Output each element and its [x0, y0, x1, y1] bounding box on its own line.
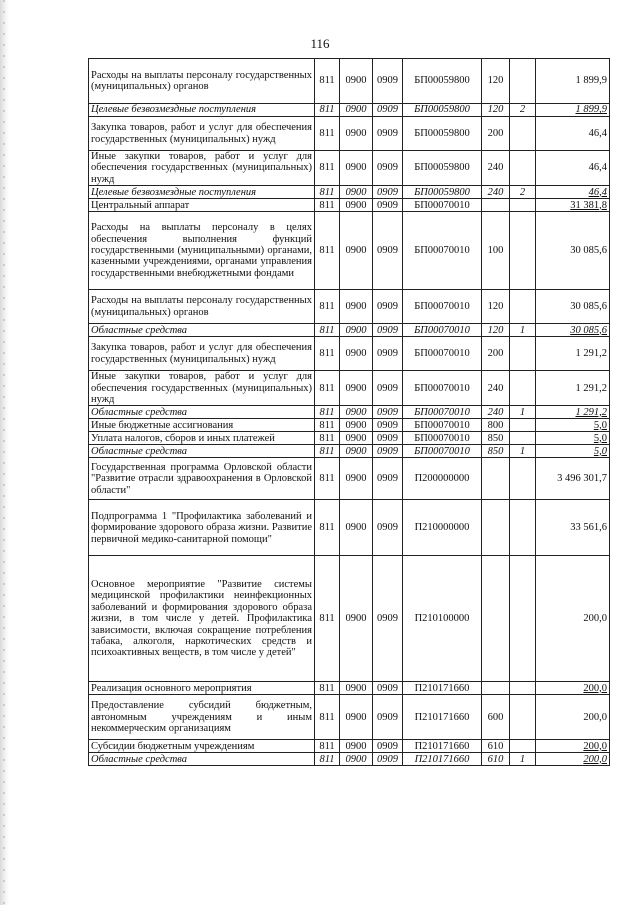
cell-pr: 0909 — [373, 458, 403, 500]
cell-rz: 0900 — [340, 337, 373, 371]
cell-sum: 5,0 — [536, 432, 610, 445]
cell-vr — [482, 458, 510, 500]
cell-sum: 30 085,6 — [536, 324, 610, 337]
table-row — [89, 458, 610, 500]
table-row — [89, 371, 610, 406]
cell-ved: 811 — [315, 290, 340, 324]
cell-csr: П210171660 — [403, 740, 482, 753]
row-name: Иные закупки товаров, работ и услуг для обеспечения государственных (муниципальных) нужд — [89, 151, 315, 186]
cell-ved: 811 — [315, 419, 340, 432]
cell-src — [510, 740, 536, 753]
cell-sum: 5,0 — [536, 419, 610, 432]
cell-sum: 30 085,6 — [536, 290, 610, 324]
cell-sum: 1 899,9 — [536, 104, 610, 117]
cell-sum: 200,0 — [536, 682, 610, 695]
cell-pr: 0909 — [373, 406, 403, 419]
row-name: Областные средства — [89, 445, 315, 458]
cell-pr: 0909 — [373, 500, 403, 556]
table-row — [89, 695, 610, 740]
cell-csr: БП00070010 — [403, 290, 482, 324]
table-row — [89, 740, 610, 753]
cell-pr: 0909 — [373, 445, 403, 458]
cell-rz: 0900 — [340, 682, 373, 695]
cell-sum: 5,0 — [536, 445, 610, 458]
cell-sum: 33 561,6 — [536, 500, 610, 556]
cell-csr: П210171660 — [403, 682, 482, 695]
cell-rz: 0900 — [340, 212, 373, 290]
table-row — [89, 500, 610, 556]
table-row — [89, 432, 610, 445]
cell-csr: П200000000 — [403, 458, 482, 500]
cell-rz: 0900 — [340, 419, 373, 432]
cell-rz: 0900 — [340, 151, 373, 186]
cell-ved: 811 — [315, 199, 340, 212]
cell-ved: 811 — [315, 740, 340, 753]
cell-sum: 200,0 — [536, 753, 610, 766]
row-name: Подпрограмма 1 "Профилактика заболеваний и формирование здорового образа жизни. Развитие первичной медико-санитарной помощи" — [89, 500, 315, 556]
table-row — [89, 151, 610, 186]
table-row — [89, 324, 610, 337]
cell-vr: 800 — [482, 419, 510, 432]
budget-table — [88, 58, 610, 766]
cell-csr: БП00070010 — [403, 445, 482, 458]
cell-pr: 0909 — [373, 151, 403, 186]
row-name: Расходы на выплаты персоналу в целях обеспечения выполнения функций государственными (муниципальными) органами, казенными учреждениями, органами управления государственными внебюджетными фондами — [89, 212, 315, 290]
table-row — [89, 682, 610, 695]
cell-vr: 120 — [482, 104, 510, 117]
cell-rz: 0900 — [340, 104, 373, 117]
cell-csr: П210171660 — [403, 753, 482, 766]
cell-sum: 1 291,2 — [536, 406, 610, 419]
cell-csr: БП00070010 — [403, 337, 482, 371]
cell-pr: 0909 — [373, 199, 403, 212]
table-row — [89, 290, 610, 324]
cell-rz: 0900 — [340, 695, 373, 740]
cell-src — [510, 337, 536, 371]
cell-ved: 811 — [315, 324, 340, 337]
cell-ved: 811 — [315, 753, 340, 766]
cell-src — [510, 151, 536, 186]
cell-src — [510, 695, 536, 740]
row-name: Центральный аппарат — [89, 199, 315, 212]
row-name: Предоставление субсидий бюджетным, автономным учреждениям и иным некоммерческим организациям — [89, 695, 315, 740]
cell-csr: БП00059800 — [403, 104, 482, 117]
cell-ved: 811 — [315, 371, 340, 406]
cell-sum: 1 899,9 — [536, 59, 610, 104]
scan-edge-dots — [3, 0, 5, 905]
cell-rz: 0900 — [340, 500, 373, 556]
cell-vr: 850 — [482, 445, 510, 458]
cell-src — [510, 59, 536, 104]
cell-vr: 610 — [482, 753, 510, 766]
row-name: Расходы на выплаты персоналу государственных (муниципальных) органов — [89, 290, 315, 324]
cell-src — [510, 117, 536, 151]
cell-ved: 811 — [315, 151, 340, 186]
cell-vr — [482, 199, 510, 212]
row-name: Областные средства — [89, 324, 315, 337]
cell-src: 2 — [510, 104, 536, 117]
cell-vr: 120 — [482, 324, 510, 337]
row-name: Закупка товаров, работ и услуг для обеспечения государственных (муниципальных) нужд — [89, 337, 315, 371]
cell-vr: 850 — [482, 432, 510, 445]
cell-vr: 600 — [482, 695, 510, 740]
cell-pr: 0909 — [373, 290, 403, 324]
cell-vr — [482, 556, 510, 682]
cell-vr: 120 — [482, 290, 510, 324]
cell-pr: 0909 — [373, 371, 403, 406]
cell-vr: 120 — [482, 59, 510, 104]
table-row — [89, 337, 610, 371]
row-name: Целевые безвозмездные поступления — [89, 104, 315, 117]
cell-csr: БП00059800 — [403, 151, 482, 186]
cell-rz: 0900 — [340, 290, 373, 324]
cell-ved: 811 — [315, 406, 340, 419]
table-row — [89, 186, 610, 199]
cell-csr: П210171660 — [403, 695, 482, 740]
cell-vr — [482, 682, 510, 695]
cell-sum: 46,4 — [536, 186, 610, 199]
cell-src — [510, 419, 536, 432]
cell-vr: 240 — [482, 406, 510, 419]
cell-rz: 0900 — [340, 445, 373, 458]
cell-ved: 811 — [315, 458, 340, 500]
cell-ved: 811 — [315, 500, 340, 556]
cell-src — [510, 500, 536, 556]
cell-pr: 0909 — [373, 682, 403, 695]
cell-csr: БП00059800 — [403, 59, 482, 104]
cell-csr: БП00070010 — [403, 212, 482, 290]
table-row — [89, 419, 610, 432]
cell-csr: БП00070010 — [403, 324, 482, 337]
cell-pr: 0909 — [373, 556, 403, 682]
cell-ved: 811 — [315, 337, 340, 371]
cell-sum: 1 291,2 — [536, 371, 610, 406]
cell-csr: БП00059800 — [403, 117, 482, 151]
cell-rz: 0900 — [340, 753, 373, 766]
cell-pr: 0909 — [373, 212, 403, 290]
cell-pr: 0909 — [373, 59, 403, 104]
cell-csr: БП00070010 — [403, 199, 482, 212]
table-row — [89, 556, 610, 682]
row-name: Целевые безвозмездные поступления — [89, 186, 315, 199]
cell-pr: 0909 — [373, 104, 403, 117]
cell-vr: 610 — [482, 740, 510, 753]
row-name: Расходы на выплаты персоналу государственных (муниципальных) органов — [89, 59, 315, 104]
cell-csr: БП00070010 — [403, 432, 482, 445]
cell-src: 1 — [510, 753, 536, 766]
cell-vr: 240 — [482, 151, 510, 186]
cell-src — [510, 432, 536, 445]
cell-pr: 0909 — [373, 186, 403, 199]
cell-csr: П210000000 — [403, 500, 482, 556]
cell-ved: 811 — [315, 212, 340, 290]
table-row — [89, 59, 610, 104]
cell-src — [510, 458, 536, 500]
page-number: 116 — [310, 36, 330, 51]
cell-ved: 811 — [315, 445, 340, 458]
cell-sum: 200,0 — [536, 695, 610, 740]
cell-rz: 0900 — [340, 458, 373, 500]
cell-sum: 30 085,6 — [536, 212, 610, 290]
cell-pr: 0909 — [373, 117, 403, 151]
cell-pr: 0909 — [373, 740, 403, 753]
cell-rz: 0900 — [340, 117, 373, 151]
cell-ved: 811 — [315, 186, 340, 199]
cell-pr: 0909 — [373, 432, 403, 445]
row-name: Реализация основного мероприятия — [89, 682, 315, 695]
cell-src — [510, 556, 536, 682]
cell-pr: 0909 — [373, 419, 403, 432]
cell-sum: 31 381,8 — [536, 199, 610, 212]
cell-sum: 46,4 — [536, 117, 610, 151]
cell-src — [510, 682, 536, 695]
cell-sum: 3 496 301,7 — [536, 458, 610, 500]
table-row — [89, 212, 610, 290]
table-row — [89, 753, 610, 766]
row-name: Иные бюджетные ассигнования — [89, 419, 315, 432]
cell-vr: 240 — [482, 186, 510, 199]
cell-ved: 811 — [315, 556, 340, 682]
row-name: Областные средства — [89, 753, 315, 766]
row-name: Закупка товаров, работ и услуг для обеспечения государственных (муниципальных) нужд — [89, 117, 315, 151]
cell-sum: 46,4 — [536, 151, 610, 186]
row-name: Государственная программа Орловской области "Развитие отрасли здравоохранения в Орловской области" — [89, 458, 315, 500]
cell-vr: 100 — [482, 212, 510, 290]
cell-src — [510, 199, 536, 212]
cell-rz: 0900 — [340, 556, 373, 682]
cell-vr: 200 — [482, 337, 510, 371]
cell-ved: 811 — [315, 104, 340, 117]
table-row — [89, 199, 610, 212]
table-row — [89, 406, 610, 419]
cell-pr: 0909 — [373, 753, 403, 766]
cell-src: 1 — [510, 445, 536, 458]
cell-vr: 240 — [482, 371, 510, 406]
table-row — [89, 117, 610, 151]
row-name: Уплата налогов, сборов и иных платежей — [89, 432, 315, 445]
cell-rz: 0900 — [340, 324, 373, 337]
cell-ved: 811 — [315, 59, 340, 104]
cell-pr: 0909 — [373, 337, 403, 371]
cell-ved: 811 — [315, 695, 340, 740]
cell-vr — [482, 500, 510, 556]
cell-rz: 0900 — [340, 371, 373, 406]
cell-pr: 0909 — [373, 695, 403, 740]
cell-vr: 200 — [482, 117, 510, 151]
cell-pr: 0909 — [373, 324, 403, 337]
cell-src: 1 — [510, 324, 536, 337]
cell-rz: 0900 — [340, 406, 373, 419]
cell-src: 2 — [510, 186, 536, 199]
cell-src: 1 — [510, 406, 536, 419]
row-name: Иные закупки товаров, работ и услуг для обеспечения государственных (муниципальных) нужд — [89, 371, 315, 406]
cell-ved: 811 — [315, 117, 340, 151]
cell-ved: 811 — [315, 682, 340, 695]
cell-sum: 1 291,2 — [536, 337, 610, 371]
cell-sum: 200,0 — [536, 740, 610, 753]
cell-src — [510, 371, 536, 406]
row-name: Субсидии бюджетным учреждениям — [89, 740, 315, 753]
cell-csr: БП00070010 — [403, 419, 482, 432]
cell-src — [510, 212, 536, 290]
cell-csr: П210100000 — [403, 556, 482, 682]
table-row — [89, 445, 610, 458]
cell-rz: 0900 — [340, 740, 373, 753]
cell-csr: БП00059800 — [403, 186, 482, 199]
row-name: Областные средства — [89, 406, 315, 419]
cell-csr: БП00070010 — [403, 371, 482, 406]
cell-rz: 0900 — [340, 199, 373, 212]
cell-src — [510, 290, 536, 324]
cell-ved: 811 — [315, 432, 340, 445]
cell-rz: 0900 — [340, 186, 373, 199]
cell-csr: БП00070010 — [403, 406, 482, 419]
scan-binding-edge — [0, 0, 10, 905]
cell-rz: 0900 — [340, 432, 373, 445]
table-row — [89, 104, 610, 117]
row-name: Основное мероприятие "Развитие системы медицинской профилактики неинфекционных заболеваний и формирования здорового образа жизни, в том числе у детей. Профилактика зависимости, включая сокращение потребления табака, алкоголя, наркотических средств и психоактивных веществ, в том числе у детей" — [89, 556, 315, 682]
cell-rz: 0900 — [340, 59, 373, 104]
cell-sum: 200,0 — [536, 556, 610, 682]
